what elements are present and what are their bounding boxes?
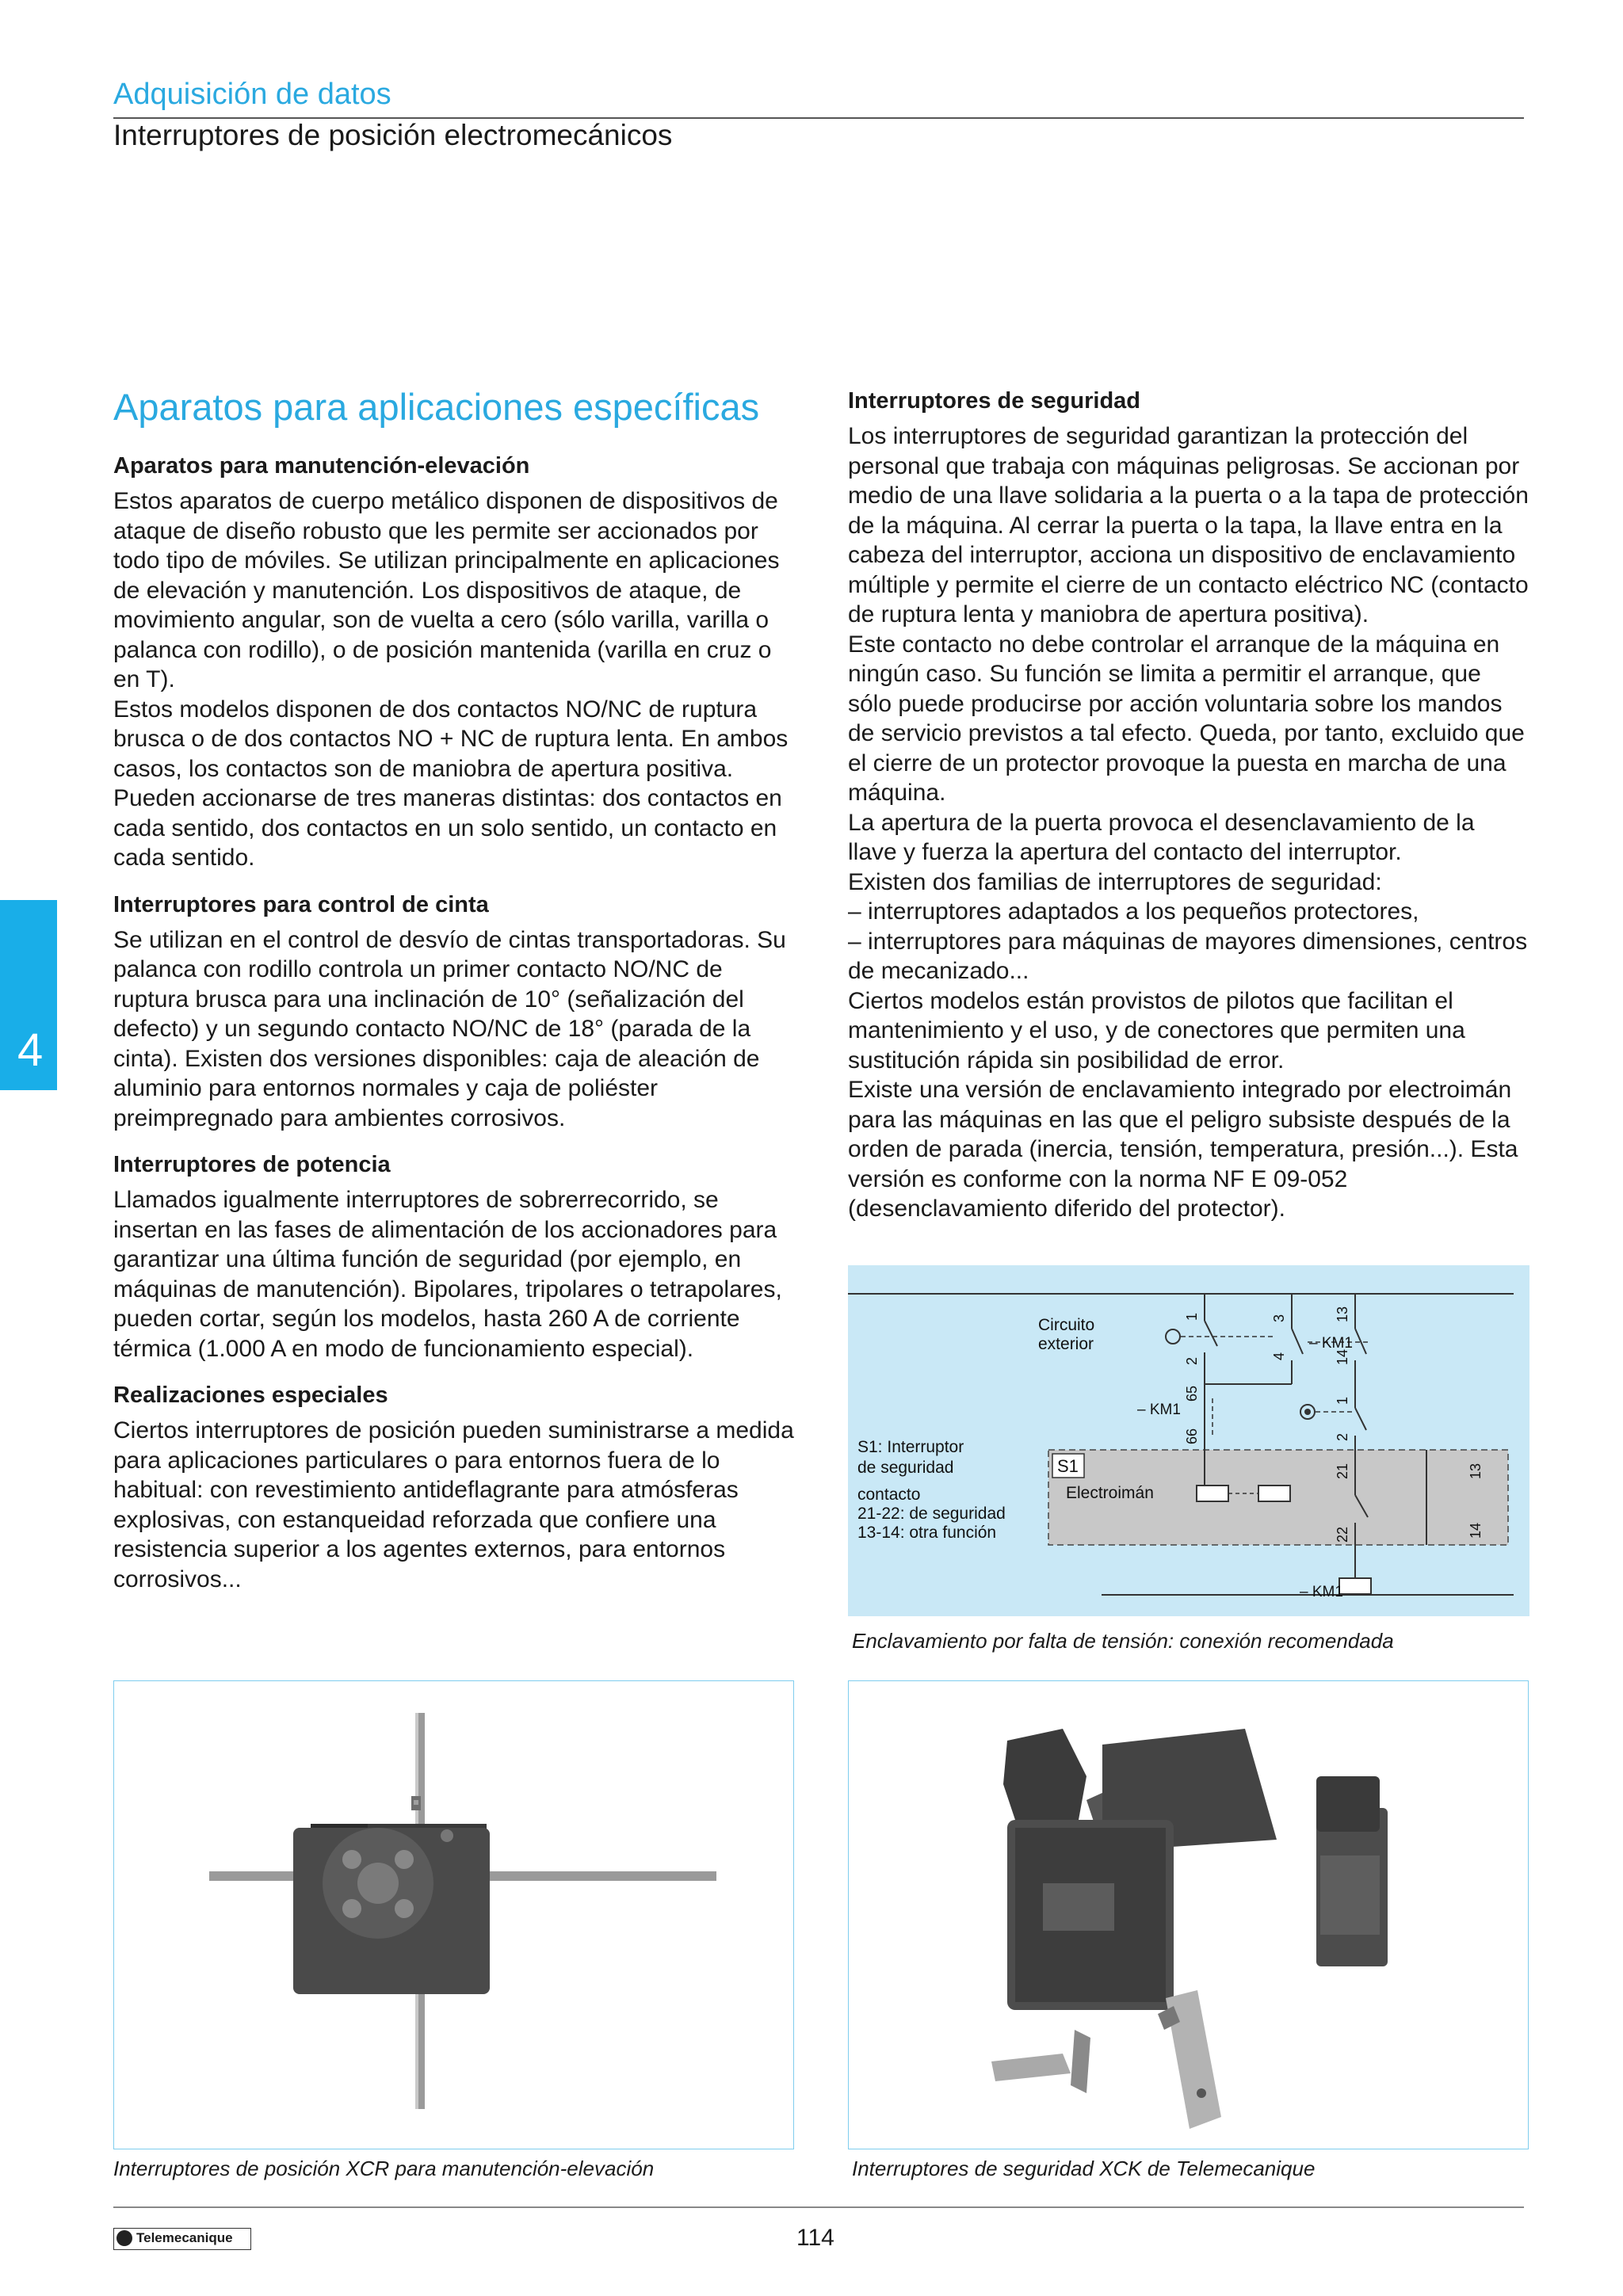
right-column (848, 385, 1529, 1224)
s1-desc: de seguridad (857, 1459, 954, 1477)
brand-name: Telemecanique (136, 2230, 233, 2245)
circuit-label: exterior (1038, 1335, 1094, 1353)
electromagnet-coil-2 (1258, 1486, 1290, 1501)
pushbutton-icon (1166, 1329, 1180, 1344)
header-category: Adquisición de datos (113, 78, 391, 111)
photo-caption: Interruptores de seguridad XCK de Telemecanique (852, 2157, 1316, 2180)
xcr-switch-image (114, 1681, 793, 2149)
section-manutencion (113, 450, 795, 873)
chapter-number: 4 (17, 1024, 44, 1076)
electromagnet-coil (1197, 1486, 1228, 1501)
section-potencia (113, 1149, 795, 1363)
page-number: 114 (796, 2225, 834, 2251)
footer-rule (113, 2206, 1524, 2208)
photo-caption: Interruptores de posición XCR para manutención-elevación (113, 2157, 655, 2180)
paragraph: Llamados igualmente interruptores de sobrerrecorrido, se insertan en las fases de alimentación de los accionadores para garantizar una última función de seguridad (por ejemplo, en máquinas de manutención). Bipolares, tripolares o tetrapolares, pueden cortar, según los modelos, hasta 260 A de corriente térmica (1.000 A en modo de funcionamiento especial). (113, 1187, 782, 1362)
terminal-label: 13 (1335, 1306, 1350, 1322)
section-heading: Interruptores de potencia (113, 1152, 391, 1177)
terminal-label: 3 (1271, 1314, 1287, 1322)
section-control-cinta (113, 889, 795, 1134)
circuit-label: Circuito (1038, 1316, 1095, 1334)
left-column (113, 450, 795, 1610)
list-item: – interruptores para máquinas de mayores dimensiones, centros de mecanizado... (848, 928, 1528, 984)
wiring-diagram (848, 1265, 1529, 1616)
contact-desc: contacto (857, 1486, 921, 1504)
electroiman-label: Electroimán (1066, 1484, 1154, 1502)
paragraph: Se utilizan en el control de desvío de cintas transportadoras. Su palanca con rodillo controla un primer contacto NO/NC de ruptura brusca para una inclinación de 10° (señalización del defecto) y un segundo contacto NO/NC de 18° (parada de la cinta). Existen dos versiones disponibles: caja de aleación de aluminio para entornos normales y caja de poliéster preimpregnado para ambientes corrosivos. (113, 926, 786, 1131)
section-title: Aparatos para aplicaciones específicas (113, 386, 760, 428)
section-heading: Interruptores de seguridad (848, 388, 1141, 414)
terminal-label: 14 (1335, 1348, 1350, 1365)
paragraph: Este contacto no debe controlar el arranque de la máquina en ningún caso. Su función se limita a permitir el arranque, que sólo puede producirse por acción voluntaria sobre los mandos de servicio previstos a tal efecto. Queda, por tanto, excluido que el cierre de un protector provoque la puesta en marcha de una máquina. (848, 631, 1525, 806)
terminal-label: 1 (1184, 1312, 1200, 1321)
km1-coil (1339, 1578, 1371, 1594)
paragraph: Estos aparatos de cuerpo metálico disponen de dispositivos de ataque de diseño robusto que les permite ser accionados por todo tipo de móviles. Se utilizan principalmente en aplicaciones de elevación y manutención. Los dispositivos de ataque, de movimiento angular, son de vuelta a cero (sólo varilla, varilla o palanca con rodillo), o de posición mantenida (varilla en cruz o en T). (113, 488, 780, 692)
paragraph: Ciertos interruptores de posición pueden suministrarse a medida para aplicaciones particulares o para entornos fuera de lo habitual: con revestimiento antideflagrante para atmósferas explosivas, con estanqueidad reforzada que confiere una resistencia superior a los agentes externos, para entornos corrosivos... (113, 1417, 794, 1592)
contact-desc: 21-22: de seguridad (857, 1505, 1006, 1523)
km1-label: – KM1 (1309, 1335, 1353, 1352)
paragraph: Estos modelos disponen de dos contactos NO/NC de ruptura brusca o de dos contactos NO + NC de ruptura lenta. En ambos casos, los contactos son de maniobra de apertura positiva. Pueden accionarse de tres maneras distintas: dos contactos en cada sentido, dos contactos en un solo sentido, un contacto en cada sentido. (113, 696, 789, 871)
paragraph: Existe una versión de enclavamiento integrado por electroimán para las máquinas en las que el peligro subsiste después de la orden de parada (inercia, tensión, temperatura, presión...). Esta versión es conforme con la norma NF E 09-052 (desenclavamiento diferido del protector). (848, 1077, 1518, 1222)
km1-label: – KM1 (1300, 1584, 1343, 1600)
terminal-label: 21 (1335, 1463, 1350, 1479)
paragraph: Los interruptores de seguridad garantizan la protección del personal que trabaja con máquinas peligrosas. Se accionan por medio de una llave solidaria a la puerta o a la tapa de protección de la máquina. Al cerrar la puerta o la tapa, la llave entra en la cabeza del interruptor, acciona un dispositivo de enclavamiento múltiple y permite el cierre de un contacto eléctrico NC (contacto de ruptura lenta y maniobra de apertura positiva). (848, 423, 1529, 627)
diagram-caption: Enclavamiento por falta de tensión: conexión recomendada (852, 1629, 1394, 1653)
telemecanique-logo (113, 2228, 251, 2250)
brand-icon (116, 2230, 132, 2246)
header-subtitle: Interruptores de posición electromecánicos (113, 119, 673, 151)
terminal-label: 22 (1335, 1526, 1350, 1543)
section-realizaciones (113, 1379, 795, 1594)
photo-xcr-frame (113, 1680, 794, 2149)
km1-label: – KM1 (1137, 1402, 1181, 1418)
paragraph: La apertura de la puerta provoca el desenclavamiento de la llave y fuerza la apertura del contacto del interruptor. (848, 809, 1475, 865)
section-heading: Interruptores para control de cinta (113, 891, 489, 917)
terminal-label: 4 (1271, 1352, 1287, 1360)
list-item: – interruptores adaptados a los pequeños protectores, (848, 898, 1419, 925)
contact-desc: 13-14: otra función (857, 1524, 997, 1542)
terminal-label: 65 (1184, 1385, 1200, 1402)
xck-switch-image (849, 1681, 1528, 2149)
s1-desc: S1: Interruptor (857, 1438, 964, 1456)
section-heading: Realizaciones especiales (113, 1383, 388, 1408)
terminal-label: 2 (1335, 1432, 1350, 1441)
section-heading: Aparatos para manutención-elevación (113, 453, 530, 479)
terminal-label: 66 (1184, 1428, 1200, 1444)
terminal-label: 1 (1335, 1396, 1350, 1405)
paragraph: Existen dos familias de interruptores de seguridad: (848, 868, 1382, 895)
wiring-diagram-svg (848, 1265, 1529, 1616)
photo-xck-frame (848, 1680, 1529, 2149)
paragraph: Ciertos modelos están provistos de pilotos que facilitan el mantenimiento y el uso, y de conectores que permiten una sustitución rápida sin posibilidad de error. (848, 987, 1465, 1074)
terminal-label: 14 (1468, 1522, 1484, 1539)
s1-box-label: S1 (1057, 1456, 1079, 1476)
terminal-label: 13 (1468, 1463, 1484, 1479)
terminal-label: 2 (1184, 1356, 1200, 1365)
